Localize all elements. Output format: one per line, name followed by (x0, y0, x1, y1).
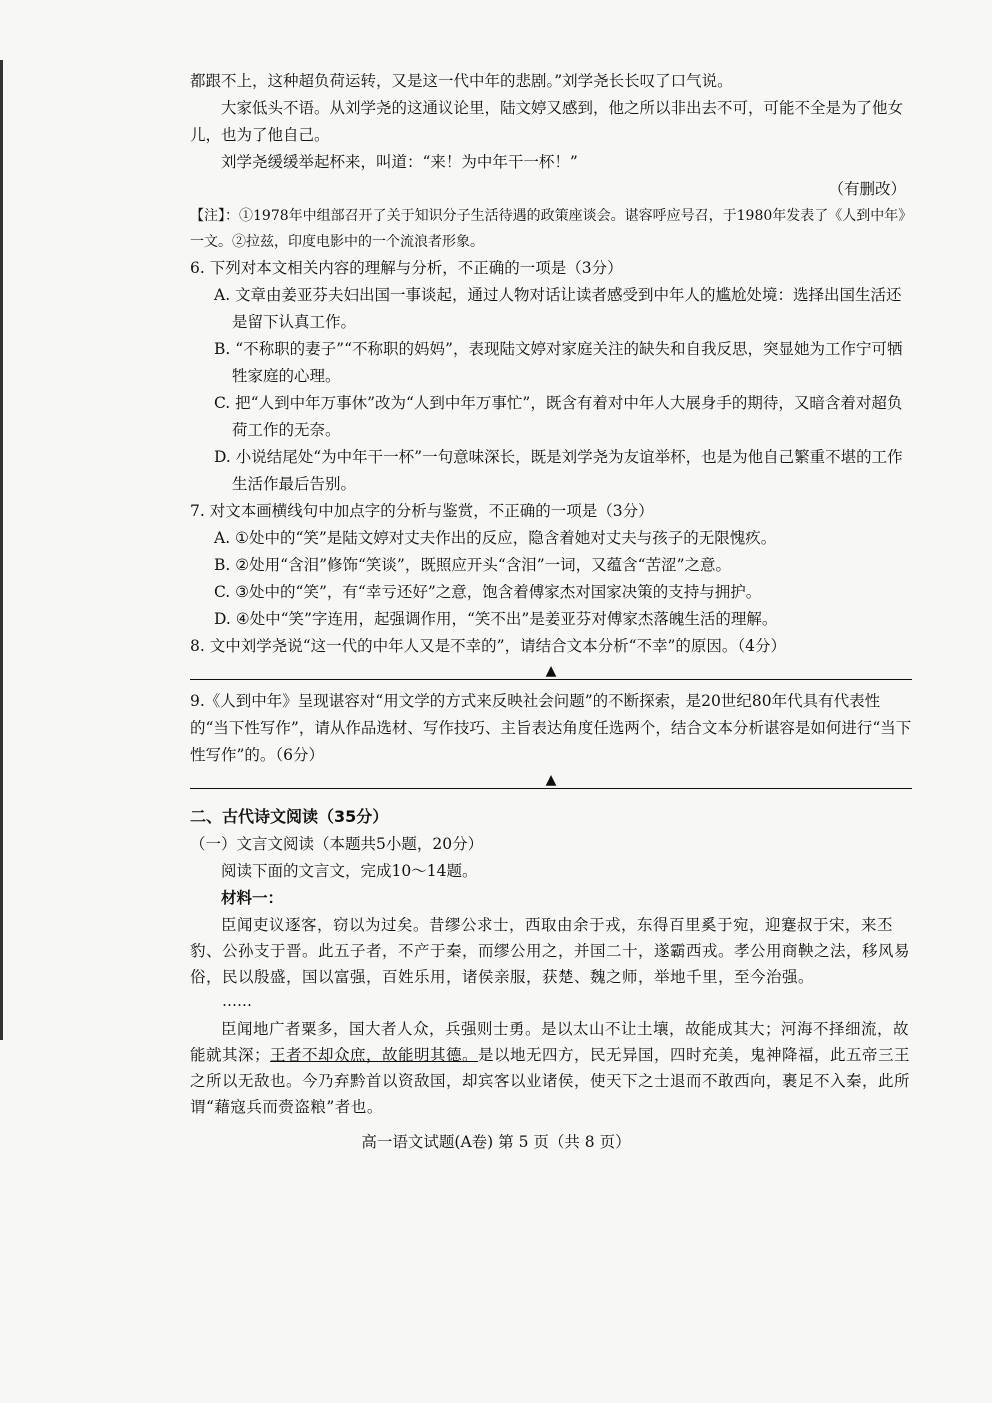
section-2-subtitle: （一）文言文阅读（本题共5小题，20分） (190, 835, 484, 853)
page-footer: 高一语文试题(A卷) 第 5 页（共 8 页） (361, 1133, 631, 1151)
question-9-stem: 9.《人到中年》呈现谌容对“用文学的方式来反映社会问题”的不断探索，是20世纪80年代具有代表性的“当下性写作”，请从作品选材、写作技巧、主旨表达角度任选两个，结合文本分析谌容是如何进行“当下性写作”的。（6分） (190, 692, 912, 764)
paragraph-2: 大家低头不语。从刘学尧的这通议论里，陆文婷又感到，他之所以非出去不可，可能不全是为了他女儿，也为了他自己。 (190, 99, 904, 144)
section-2-instruction: 阅读下面的文言文，完成10～14题。 (221, 862, 478, 880)
question-7-option-c: C. ③处中的“笑”，有“幸亏还好”之意，饱含着傅家杰对国家决策的支持与拥护。 (214, 583, 762, 601)
footnote: 【注】：①1978年中组部召开了关于知识分子生活待遇的政策座谈会。谌容呼应号召，于1980年发表了《人到中年》一文。②拉兹，印度电影中的一个流浪者形象。 (190, 208, 906, 250)
page-edge-shadow (0, 60, 3, 1040)
question-6-option-c: C. 把“人到中年万事休”改为“人到中年万事忙”，既含有着对中年人大展身手的期待，又暗含着对超负荷工作的无奈。 (214, 394, 903, 439)
material-1-paragraph-2-part-a: 臣闻地广者粟多，国大者人众，兵强则士勇。是以太山不让土壤，故能成其大；河海不择细流，故能就其深； (190, 1020, 910, 1064)
document-body (190, 68, 912, 1120)
question-6-option-a: A. 文章由姜亚芬夫妇出国一事谈起，通过人物对话让读者感受到中年人的尴尬处境：选择出国生活还是留下认真工作。 (214, 286, 902, 331)
answer-marker-q9: ▲ (545, 772, 557, 788)
section-2-title: 二、古代诗文阅读（35分） (190, 807, 389, 826)
underlined-sentence: 王者不却众庶，故能明其德。 (270, 1046, 479, 1064)
material-1-label: 材料一： (221, 889, 284, 907)
answer-area-q8 (190, 662, 912, 682)
material-1-paragraph-2 (190, 1016, 912, 1120)
paragraph-1: 都跟不上，这种超负荷运转，又是这一代中年的悲剧。”刘学尧长长叹了口气说。 (190, 72, 733, 90)
question-7-option-a: A. ①处中的“笑”是陆文婷对丈夫作出的反应，隐含着她对丈夫与孩子的无限愧疚。 (214, 529, 777, 547)
paragraph-3: 刘学尧缓缓举起杯来，叫道：“来！为中年干一杯！” (221, 153, 578, 171)
question-6-stem: 6. 下列对本文相关内容的理解与分析，不正确的一项是（3分） (190, 259, 623, 277)
material-ellipsis: …… (222, 992, 252, 1010)
question-7-option-d: D. ④处中“笑”字连用，起强调作用，“笑不出”是姜亚芬对傅家杰落魄生活的理解。 (214, 610, 778, 628)
material-1-paragraph-1: 臣闻吏议逐客，窃以为过矣。昔缪公求士，西取由余于戎，东得百里奚于宛，迎蹇叔于宋，来丕豹、公孙支于晋。此五子者，不产于秦，而缪公用之，并国二十，遂霸西戎。孝公用商鞅之法，移风易俗，民以殷盛，国以富强，百姓乐用，诸侯亲服，获楚、魏之师，举地千里，至今治强。 (190, 916, 911, 986)
answer-area-q9 (190, 771, 912, 791)
source-note: （有删改） (828, 180, 906, 198)
question-6-option-d: D. 小说结尾处“为中年干一杯”一句意味深长，既是刘学尧为友谊举杯，也是为他自己繁重不堪的工作生活作最后告别。 (214, 448, 903, 493)
answer-marker-q8: ▲ (545, 663, 557, 679)
answer-rule-q8 (190, 679, 912, 680)
question-7-stem: 7. 对文本画横线句中加点字的分析与鉴赏，不正确的一项是（3分） (190, 502, 654, 520)
question-6-option-b: B. “不称职的妻子”“不称职的妈妈”，表现陆文婷对家庭关注的缺失和自我反思，突显她为工作宁可牺牲家庭的心理。 (214, 340, 903, 385)
material-1-paragraph-2-part-b: 是以地无四方，民无异国，四时充美，鬼神降福，此五帝三王之所以无敌也。今乃弃黔首以资敌国，却宾客以业诸侯，使天下之士退而不敢西向，裹足不入秦，此所谓“藉寇兵而赍盗粮”者也。 (190, 1046, 911, 1116)
question-7-option-b: B. ②处用“含泪”修饰“笑谈”，既照应开头“含泪”一词，又蕴含“苦涩”之意。 (214, 556, 732, 574)
question-8-stem: 8. 文中刘学尧说“这一代的中年人又是不幸的”，请结合文本分析“不幸”的原因。（4分） (190, 637, 787, 655)
answer-rule-q9 (190, 788, 912, 789)
